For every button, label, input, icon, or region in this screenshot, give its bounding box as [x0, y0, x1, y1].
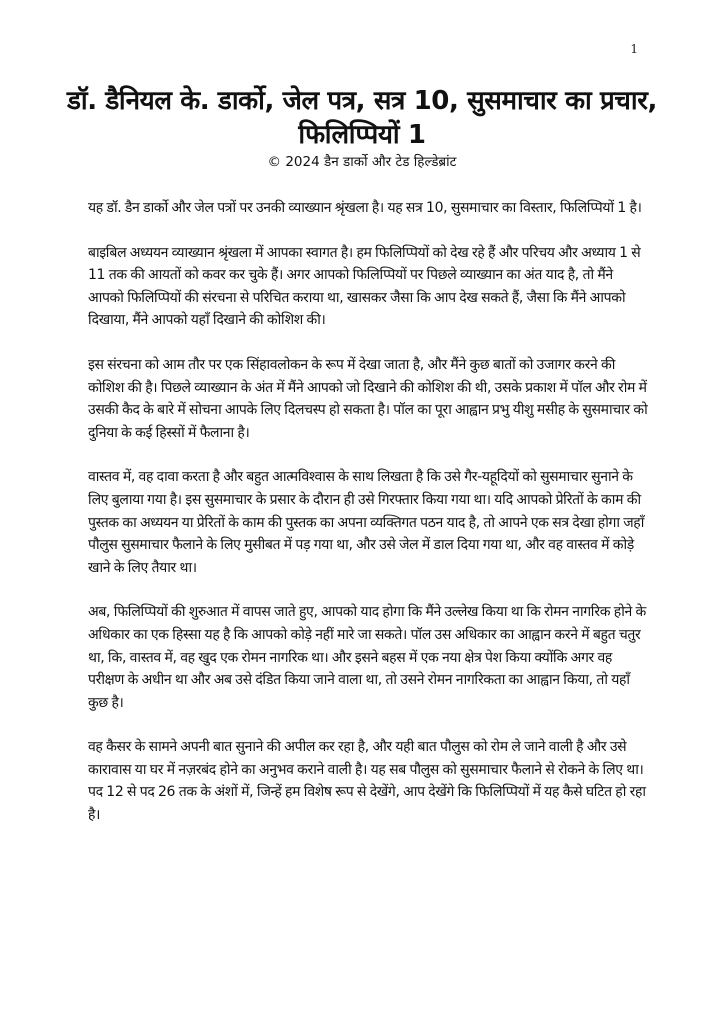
paragraph-welcome: बाइबिल अध्ययन व्याख्यान श्रृंखला में आपका स्वागत है। हम फिलिप्पियों को देख रहे हैं और परिचय और अध्याय 1 से 11 तक की आयतों को कवर कर चुके हैं। अगर आपको फिलिप्पियों पर पिछले व्याख्यान का अंत याद है, तो मैंने आपको फिलिप्पियों की संरचना से परिचित कराया था, खासकर जैसा कि आप देख सकते हैं, जैसा कि मैंने आपको दिखाया, मैंने आपको यहाँ दिखाने की कोशिश की। — [88, 244, 641, 329]
document-body — [88, 197, 648, 849]
paragraph-intro: यह डॉ. डैन डार्को और जेल पत्रों पर उनकी व्याख्यान श्रृंखला है। यह सत्र 10, सुसमाचार का विस्तार, फिलिप्पियों 1 है। — [88, 200, 642, 216]
paragraph-appeal: वह कैसर के सामने अपनी बात सुनाने की अपील कर रहा है, और यही बात पौलुस को रोम ले जाने वाली है और उसे कारावास या घर में नज़रबंद होने का अनुभव कराने वाली है। यह सब पौलुस को सुसमाचार फैलाने से रोकने के लिए था। पद 12 से पद 26 तक के अंशों में, जिन्हें हम विशेष रूप से देखेंगे, आप देखेंगे कि फिलिप्पियों में यह कैसे घटित हो रहा है। — [88, 739, 646, 824]
paragraph-structure: इस संरचना को आम तौर पर एक सिंहावलोकन के रूप में देखा जाता है, और मैंने कुछ बातों को उजागर करने की कोशिश की है। पिछले व्याख्यान के अंत में मैंने आपको जो दिखाने की कोशिश की थी, उसके प्रकाश में पॉल और रोम में उसकी कैद के बारे में सोचना आपके लिए दिलचस्प हो सकता है। पॉल का पूरा आह्वान प्रभु यीशु मसीह के सुसमाचार को दुनिया के कई हिस्सों में फैलाना है। — [88, 356, 648, 441]
page-number: 1 — [630, 42, 638, 56]
paragraph-citizenship: अब, फिलिप्पियों की शुरुआत में वापस जाते हुए, आपको याद होगा कि मैंने उल्लेख किया था कि रोमन नागरिक होने के अधिकार का एक हिस्सा यह है कि आपको कोड़े नहीं मारे जा सकते। पॉल उस अधिकार का आह्वान करने में बहुत चतुर था, कि, वास्तव में, वह खुद एक रोमन नागरिक था। और इसने बहस में एक नया क्षेत्र पेश किया क्योंकि अगर वह परीक्षण के अधीन था और अब उसे दंडित किया जाने वाला था, तो उसने रोमन नागरिकता का आह्वान किया, तो यहाँ कुछ है। — [88, 604, 646, 711]
paragraph-arrest: वास्तव में, वह दावा करता है और बहुत आत्मविश्वास के साथ लिखता है कि उसे गैर-यहूदियों को सुसमाचार सुनाने के लिए बुलाया गया है। इस सुसमाचार के प्रसार के दौरान ही उसे गिरफ्तार किया गया था। यदि आपको प्रेरितों के काम की पुस्तक का अध्ययन या प्रेरितों के काम की पुस्तक का अपना व्यक्तिगत पठन याद है, तो आपने एक सत्र देखा होगा जहाँ पौलुस सुसमाचार फैलाने के लिए मुसीबत में पड़ गया था, और उसे जेल में डाल दिया गया था, और वह वास्तव में कोड़े खाने के लिए तैयार था। — [88, 469, 644, 576]
document-title: डॉ. डैनियल के. डार्को, जेल पत्र, सत्र 10, सुसमाचार का प्रचार, फिलिप्पियों 1 — [67, 86, 657, 150]
copyright-line: © 2024 डैन डार्को और टेड हिल्डेब्रांट — [267, 154, 457, 170]
